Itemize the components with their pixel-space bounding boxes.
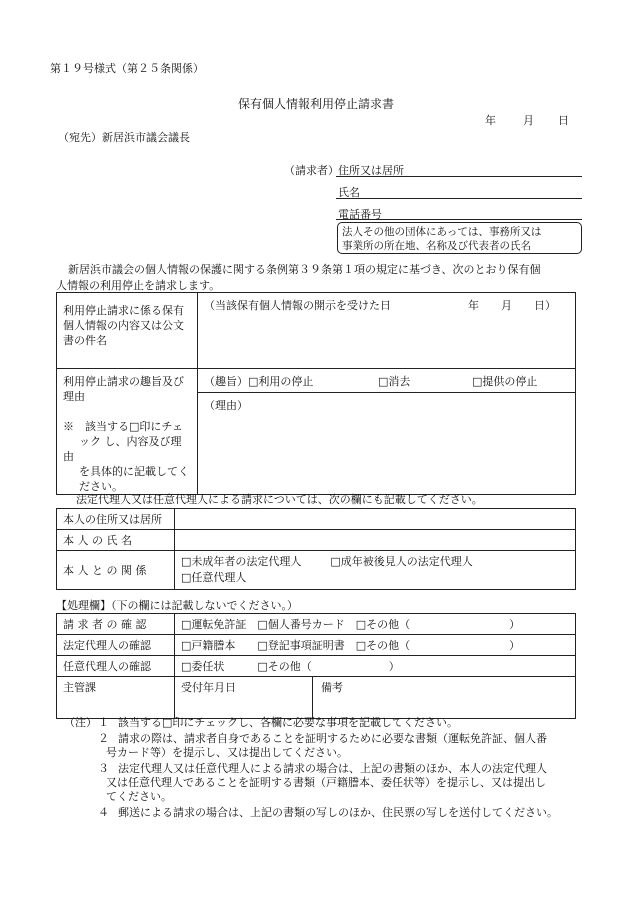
note3-line1: 法定代理人又は任意代理人による請求の場合は、上記の書類のほか、本人の法定代理人 <box>118 762 547 775</box>
phone-field-label: 電話番号 <box>338 208 382 221</box>
phone-field[interactable] <box>336 219 582 220</box>
name-field[interactable] <box>336 198 582 199</box>
note1-number: １ <box>98 716 109 729</box>
disclosure-date-note: （当該保有個人情報の開示を受けた日 年 月 日） <box>204 299 556 312</box>
notes-prefix: （注） <box>64 716 97 729</box>
requester-label: （請求者） <box>284 164 339 177</box>
voluntary-agent-verify-options: □委任状 □その他（ ） <box>175 656 576 677</box>
principal-name-field[interactable] <box>175 530 576 551</box>
remarks-cell: 備考 <box>313 677 576 719</box>
agent-table <box>56 508 576 590</box>
corporate-note-line2: 事業所の所在地、名称及び代表者の氏名 <box>342 240 531 252</box>
relationship-options <box>175 551 576 590</box>
checkbox-stop-provide[interactable]: □提供の停止 <box>472 375 538 388</box>
corporate-note-line1: 法人その他の団体にあっては、事務所又は <box>342 226 542 238</box>
document-title: 保有個人情報利用停止請求書 <box>238 97 395 111</box>
note2-line2: 号カード等）を提示し、又は提出してください。 <box>106 746 348 759</box>
note2-line1: 請求の際は、請求者自身であることを証明するために必要な書類（運転免許証、個人番 <box>118 732 547 745</box>
reason-label: （理由） <box>204 399 248 413</box>
form-number: 第１９号様式（第２５条関係） <box>50 62 204 75</box>
checkbox-minor-guardian[interactable]: □未成年者の法定代理人 <box>181 555 302 568</box>
checkbox-erase[interactable]: □消去 <box>378 375 411 388</box>
note4: 郵送による請求の場合は、上記の書類の写しのほか、住民票の写しを送付してください。 <box>118 806 558 819</box>
note3-line2: 又は任意代理人であることを証明する書類（戸籍謄本、委任状等）を提示し、又は提出し <box>106 776 546 789</box>
reason-field[interactable] <box>198 393 576 495</box>
date-day-label: 日 <box>558 114 569 127</box>
addressee: （宛先）新居浜市議会議長 <box>58 131 190 144</box>
principal-address-label: 本人の住所又は居所 <box>57 509 175 530</box>
address-field[interactable] <box>336 176 582 177</box>
note3-line3: てください。 <box>106 790 172 803</box>
note2-number: ２ <box>98 732 109 745</box>
legal-agent-verify-label: 法定代理人の確認 <box>57 635 175 656</box>
date-month-label: 月 <box>523 114 534 127</box>
checkbox-adult-ward-guardian[interactable]: □成年被後見人の法定代理人 <box>330 555 473 568</box>
received-date-cell: 受付年月日 <box>175 677 313 719</box>
request-table <box>56 292 576 495</box>
legal-agent-verify-options: □戸籍謄本 □登記事項証明書 □その他（ ） <box>175 635 576 656</box>
purpose-label: 利用停止請求の趣旨及び 理由 ※ 該当する□印にチェ ック し、内容及び理由 を具体的に記載してく ださい。 <box>57 369 198 495</box>
relationship-label: 本 人 と の 関 係 <box>57 551 175 590</box>
processing-table <box>56 613 576 719</box>
note4-number: ４ <box>98 806 109 819</box>
subject-label: 利用停止請求に係る保有 個人情報の内容又は公文 書の件名 <box>57 293 198 369</box>
checkbox-stop-use[interactable]: □利用の停止 <box>248 375 314 388</box>
address-field-label: 住所又は居所 <box>338 164 404 177</box>
name-field-label: 氏名 <box>338 186 360 199</box>
principal-address-field[interactable] <box>175 509 576 530</box>
checkbox-voluntary-agent[interactable]: □任意代理人 <box>181 571 247 584</box>
intro-line1: 新居浜市議会の個人情報の保護に関する条例第３９条第１項の規定に基づき、次のとおり保有個 <box>68 263 541 276</box>
processing-heading: 【処理欄】（下の欄には記載しないでください。） <box>56 599 298 612</box>
subject-field[interactable] <box>198 293 576 369</box>
purpose-options <box>198 369 576 393</box>
requester-verify-label: 請 求 者 の 確 認 <box>57 614 175 635</box>
agent-intro: 法定代理人又は任意代理人による請求については、次の欄にも記載してください。 <box>76 493 483 506</box>
department-cell: 主管課 <box>57 677 175 719</box>
intro-line2: 人情報の利用停止を請求します。 <box>56 279 221 292</box>
note1: 該当する□印にチェックし、各欄に必要な事項を記載してください。 <box>118 716 459 729</box>
principal-name-label: 本 人 の 氏 名 <box>57 530 175 551</box>
purpose-label-inline: （趣旨） <box>204 374 248 388</box>
voluntary-agent-verify-label: 任意代理人の確認 <box>57 656 175 677</box>
date-year-label: 年 <box>485 114 496 127</box>
requester-verify-options: □運転免許証 □個人番号カード □その他（ ） <box>175 614 576 635</box>
note3-number: ３ <box>98 762 109 775</box>
